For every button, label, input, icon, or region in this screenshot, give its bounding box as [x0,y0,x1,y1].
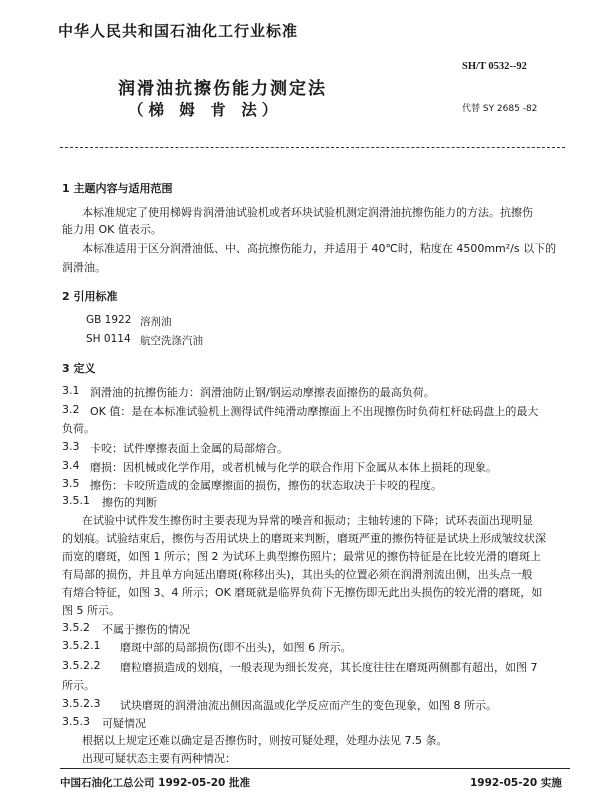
reference-2-code: SH 0114 [86,333,131,345]
clause-3-5-1-title: 擦伤的判断 [102,496,157,509]
clause-3-5-2-3-number: 3.5.2.3 [62,697,101,710]
clause-3-5-2-3-text: 试块磨斑的润滑油流出侧因高温或化学反应而产生的变色现象，如图 8 所示。 [120,699,497,712]
document-subtitle: （梯 姆 肯 法） [128,101,283,119]
document-title: 润滑油抗擦伤能力测定法 [118,79,327,99]
replaces-note: 代替 SY 2685 -82 [462,104,538,114]
section-1-paragraph-1-line-2: 能力用 OK 值表示。 [62,223,162,236]
definition-3-4-text: 磨损：因机械或化学作用，或者机械与化学的联合作用下金属从本体上损耗的现象。 [90,461,497,474]
definition-3-3-text: 卡咬：试件摩擦表面上金属的局部熔合。 [90,442,288,455]
section-1-paragraph-1-line-1: 本标准规定了使用梯姆肯润滑油试验机或者环块试验机测定润滑油抗擦伤能力的方法。抗擦伤 [82,206,533,219]
clause-3-5-1-line-6: 图 5 所示。 [62,604,120,617]
clause-3-5-1-line-4: 有局部的损伤，并且单方向延出磨斑(称移出头)，其出头的位置必须在润滑剂流出侧，出头点一般 [62,568,533,581]
implementation-date: 1992-05-20 实施 [470,777,562,789]
clause-3-5-3-line-2: 出现可疑状态主要有两种情况： [82,752,236,765]
definition-3-2-line-2: 负荷。 [62,422,95,435]
definition-3-5-number: 3.5 [62,477,80,490]
section-2-heading: 2 引用标准 [62,290,118,303]
section-1-heading: 1 主题内容与适用范围 [62,182,173,195]
clause-3-5-2-2-line-1: 磨粒磨损造成的划痕，一般表现为细长发亮，其长度往往在磨斑两侧都有超出，如图 7 [120,661,538,674]
clause-3-5-3-number: 3.5.3 [62,715,90,728]
footer-divider [60,768,570,769]
clause-3-5-2-number: 3.5.2 [62,621,90,634]
section-1-paragraph-2-line-2: 润滑油。 [62,261,106,274]
clause-3-5-2-title: 不属于擦伤的情况 [102,623,190,636]
clause-3-5-3-line-1: 根据以上规定还难以确定是否擦伤时，则按可疑处理，处理办法见 7.5 条。 [82,734,448,747]
definition-3-1-text: 润滑油的抗擦伤能力：润滑油防止钢/钢运动摩擦表面擦伤的最高负荷。 [90,386,435,399]
clause-3-5-2-2-number: 3.5.2.2 [62,659,101,672]
definition-3-4-number: 3.4 [62,459,80,472]
reference-1-code: GB 1922 [86,314,132,326]
definition-3-1-number: 3.1 [62,384,80,397]
approval-info: 中国石油化工总公司 1992-05-20 批准 [60,777,250,789]
section-1-paragraph-2-line-1: 本标准适用于区分润滑油低、中、高抗擦伤能力，并适用于 40℃时，粘度在 4500mm²/s 以下的 [82,242,557,255]
clause-3-5-2-1-number: 3.5.2.1 [62,639,101,652]
clause-3-5-2-1-text: 磨斑中部的局部损伤(即不出头)，如图 6 所示。 [120,641,352,654]
clause-3-5-1-line-1: 在试验中试件发生擦伤时主要表现为异常的噪音和振动；主轴转速的下降；试环表面出现明显 [82,514,533,527]
definition-3-3-number: 3.3 [62,440,80,453]
clause-3-5-1-line-5: 有熔合特征，如图 3、4 所示；OK 磨斑就是临界负荷下无擦伤即无此出头损伤的较光滑的磨斑，如 [62,586,543,599]
definition-3-2-number: 3.2 [62,403,80,416]
reference-2-name: 航空洗涤汽油 [140,335,203,347]
standard-code: SH/T 0532--92 [462,61,527,72]
section-3-heading: 3 定义 [62,362,96,375]
clause-3-5-1-number: 3.5.1 [62,494,90,507]
standard-category-title: 中华人民共和国石油化工行业标准 [58,22,299,40]
clause-3-5-2-2-line-2: 所示。 [62,679,95,692]
clause-3-5-1-line-3: 而宽的磨斑，如图 1 所示；图 2 为试环上典型擦伤照片；最常见的擦伤特征是在比较光滑的磨斑上 [62,550,541,563]
clause-3-5-1-line-2: 的划痕。试验结束后，擦伤与否用试块上的磨斑来判断，磨斑严重的擦伤特征是试块上形成皱纹状深 [62,532,546,545]
clause-3-5-3-title: 可疑情况 [102,717,146,730]
reference-1-name: 溶剂油 [140,316,172,328]
header-divider [60,147,565,148]
definition-3-2-line-1: OK 值：是在本标准试验机上测得试件纯滑动摩擦面上不出现擦伤时负荷杠杆砝码盘上的最大 [90,405,539,418]
definition-3-5-text: 擦伤：卡咬所造成的金属摩擦面的损伤，擦伤的状态取决于卡咬的程度。 [90,479,442,492]
